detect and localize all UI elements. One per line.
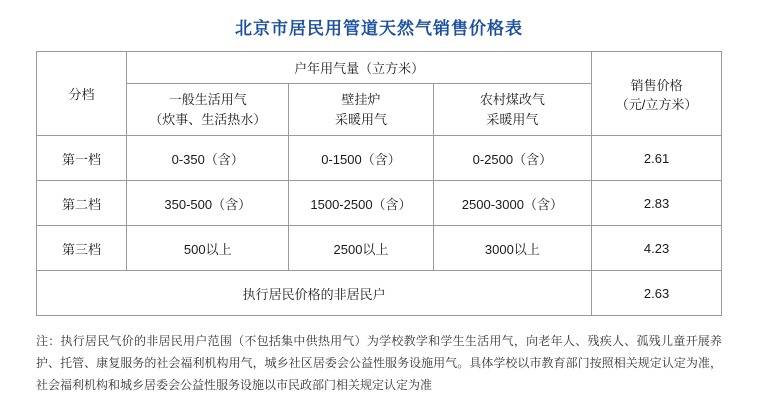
- row-general: 500以上: [127, 226, 289, 271]
- row-general: 350-500（含）: [127, 181, 289, 226]
- table-row: [37, 181, 722, 226]
- row-general: 0-350（含）: [127, 136, 289, 181]
- header-tier: 分档: [37, 52, 127, 136]
- header-sub-boiler-line2: 采暖用气: [334, 111, 387, 127]
- table-footer-row: [37, 271, 722, 316]
- row-rural: 0-2500（含）: [433, 136, 592, 181]
- gas-price-table: [36, 51, 722, 316]
- row-tier: 第一档: [37, 136, 127, 181]
- row-boiler: 2500以上: [289, 226, 433, 271]
- row-boiler: 1500-2500（含）: [289, 181, 433, 226]
- page-title: 北京市居民用管道天然气销售价格表: [235, 19, 523, 38]
- header-sub-general: [127, 84, 289, 136]
- header-price-line1: 销售价格: [630, 77, 683, 93]
- header-sub-general-line2: （炊事、生活热水）: [149, 111, 267, 127]
- header-sub-boiler-line1: 壁挂炉: [341, 92, 381, 107]
- header-price-group: [592, 52, 722, 136]
- header-sub-rural: [433, 84, 592, 136]
- row-tier: 第二档: [37, 181, 127, 226]
- row-price: 4.23: [592, 226, 722, 271]
- header-sub-boiler: [289, 84, 433, 136]
- footnote-text: 注：执行居民气价的非居民用户范围（不包括集中供热用气）为学校教学和学生生活用气，向老年人、残疾人、孤残儿童开展养护、托管、康复服务的社会福利机构用气，城乡社区居委会公益性服务设施用气。具体学校以市教育部门按照相关规定认定为准，社会福利机构和城乡居委会公益性服务设施以市民政部门相关规定认定为准: [36, 334, 722, 393]
- table-container: [0, 51, 758, 316]
- header-sub-general-line1: 一般生活用气: [168, 92, 247, 107]
- footer-price: 2.63: [592, 271, 722, 316]
- header-sub-rural-line2: 采暖用气: [486, 111, 539, 127]
- row-rural: 2500-3000（含）: [433, 181, 592, 226]
- row-price: 2.83: [592, 181, 722, 226]
- header-usage-group: 户年用气量（立方米）: [127, 52, 592, 84]
- header-sub-rural-line1: 农村煤改气: [479, 92, 545, 107]
- footer-label: 执行居民价格的非居民户: [37, 271, 592, 316]
- header-price-line2: （元/立方米）: [615, 96, 698, 112]
- row-boiler: 0-1500（含）: [289, 136, 433, 181]
- row-rural: 3000以上: [433, 226, 592, 271]
- table-row: [37, 136, 722, 181]
- footnote: [0, 316, 758, 397]
- row-tier: 第三档: [37, 226, 127, 271]
- table-row: [37, 226, 722, 271]
- row-price: 2.61: [592, 136, 722, 181]
- table-header-row-1: [37, 52, 722, 84]
